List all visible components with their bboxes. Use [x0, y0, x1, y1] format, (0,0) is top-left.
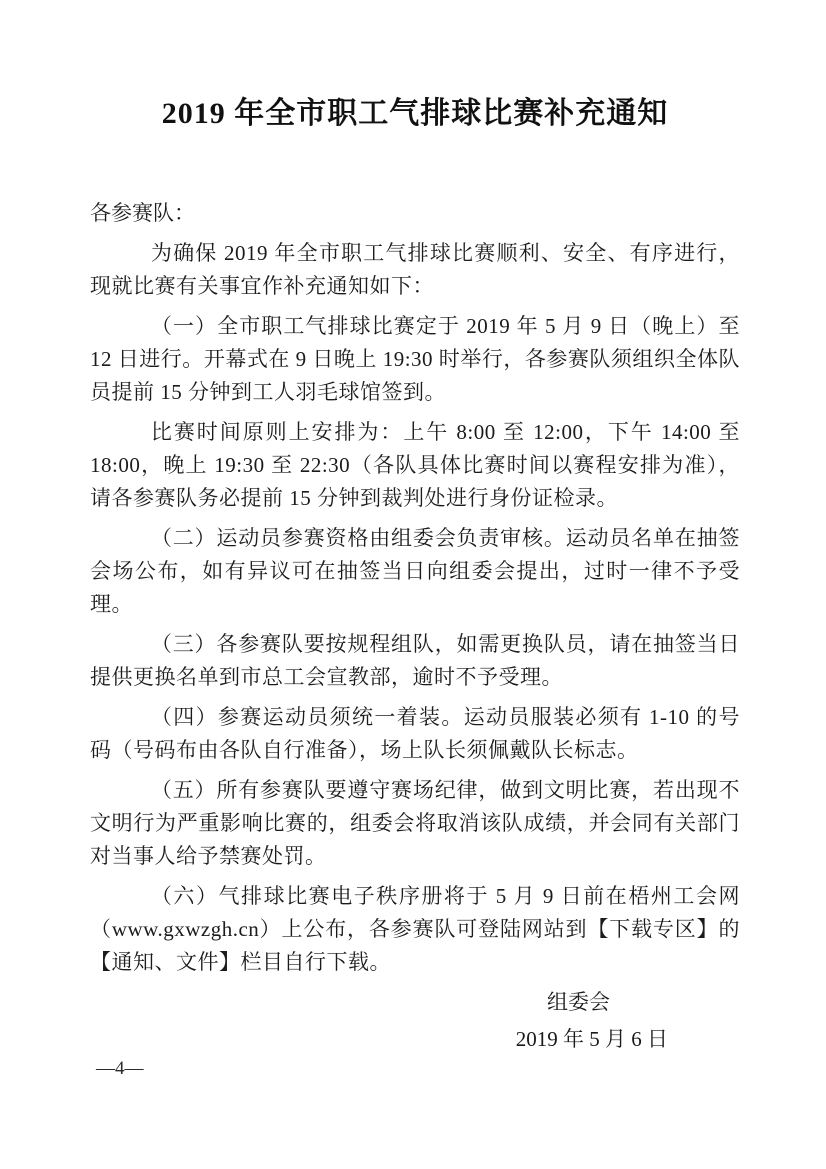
paragraph: （二）运动员参赛资格由组委会负责审核。运动员名单在抽签会场公布，如有异议可在抽签当日向组委会提出，过时一律不予受理。 [90, 526, 740, 616]
paragraph: 比赛时间原则上安排为：上午 8:00 至 12:00，下午 14:00 至 18:00，晚上 19:30 至 22:30（各队具体比赛时间以赛程安排为准），请各参赛队务必提前 15 分钟到裁判处进行身份证检录。 [90, 420, 740, 510]
body-paragraphs [90, 237, 740, 979]
paragraph: （五）所有参赛队要遵守赛场纪律，做到文明比赛，若出现不文明行为严重影响比赛的，组委会将取消该队成绩，并会同有关部门对当事人给予禁赛处罚。 [90, 778, 740, 868]
document-body [90, 197, 740, 1056]
paragraph: 为确保 2019 年全市职工气排球比赛顺利、安全、有序进行，现就比赛有关事宜作补充通知如下： [90, 241, 740, 298]
paragraph: （六）气排球比赛电子秩序册将于 5 月 9 日前在梧州工会网（www.gxwzgh.cn）上公布，各参赛队可登陆网站到【下载专区】的【通知、文件】栏目自行下载。 [90, 884, 740, 974]
paragraph: （三）各参赛队要按规程组队，如需更换队员，请在抽签当日提供更换名单到市总工会宣教部，逾时不予受理。 [90, 632, 740, 689]
salutation: 各参赛队： [90, 201, 195, 225]
signature-block [90, 986, 740, 1056]
signature-date: 2019 年 5 月 6 日 [515, 1027, 668, 1051]
signature-name: 组委会 [547, 990, 610, 1014]
paragraph: （一）全市职工气排球比赛定于 2019 年 5 月 9 日（晚上）至 12 日进行。开幕式在 9 日晚上 19:30 时举行，各参赛队须组织全体队员提前 15 分钟到工人羽毛球馆签到。 [90, 314, 740, 404]
page-number: —4— [96, 1058, 144, 1079]
paragraph: （四）参赛运动员须统一着装。运动员服装必须有 1-10 的号码（号码布由各队自行准备），场上队长须佩戴队长标志。 [90, 705, 740, 762]
document-title: 2019 年全市职工气排球比赛补充通知 [161, 97, 669, 130]
